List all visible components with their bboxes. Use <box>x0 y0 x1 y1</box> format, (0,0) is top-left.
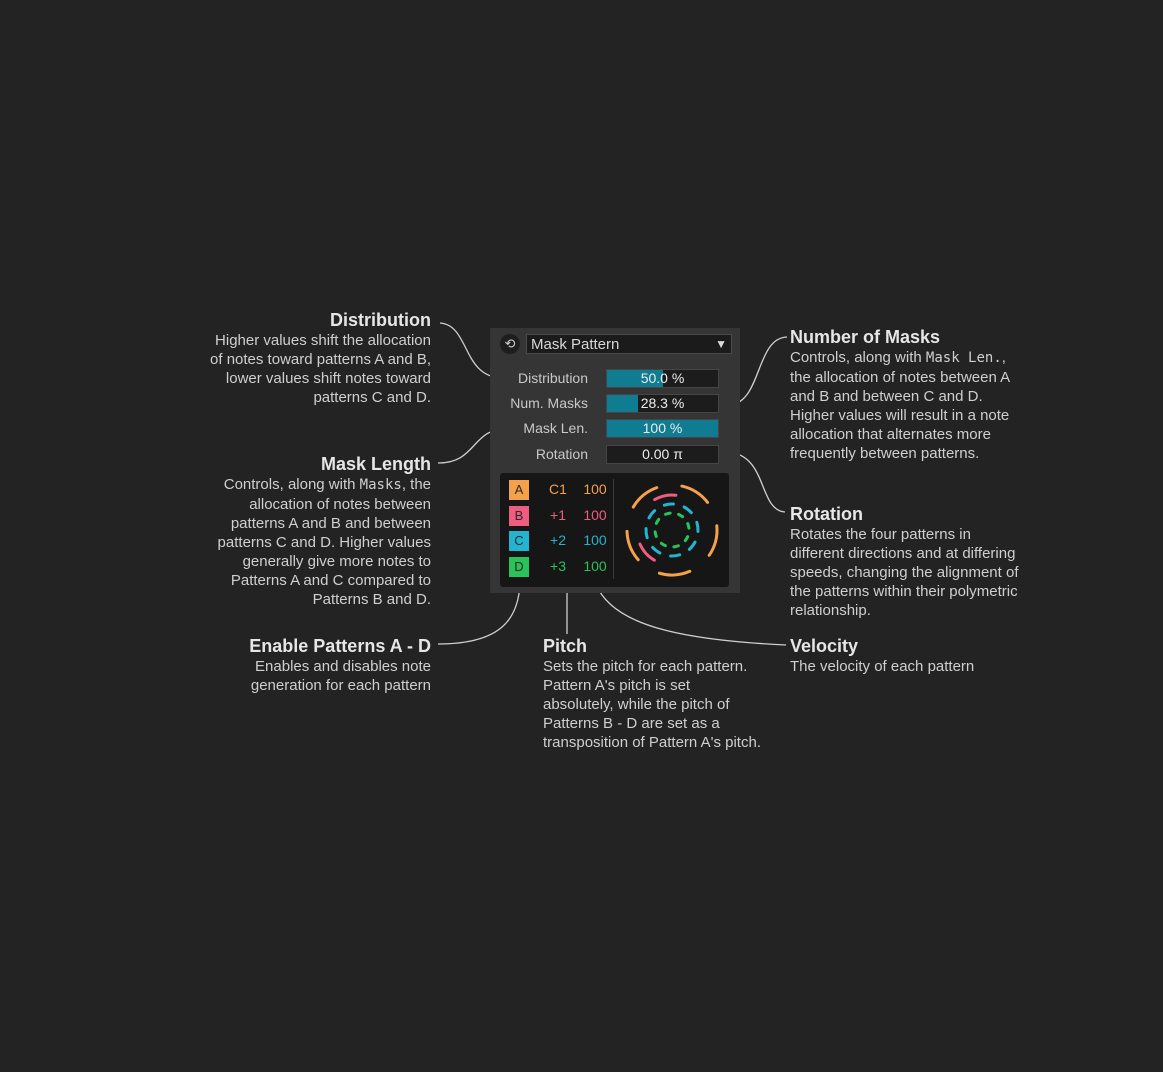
num-masks-slider[interactable] <box>606 394 719 413</box>
text-segment: Controls, along with <box>223 476 360 493</box>
rotation-slider[interactable] <box>606 445 719 464</box>
annotation-mask-length <box>200 453 431 609</box>
annotation-text: Higher values shift the allocation of notes toward patterns A and B, lower values shift notes toward patterns C and D. <box>210 332 431 406</box>
mask-len-slider[interactable] <box>606 419 719 438</box>
pattern-d-velocity[interactable]: 100 <box>583 558 607 574</box>
annotation-rotation <box>790 503 1020 620</box>
pattern-row-c <box>500 531 612 553</box>
pattern-b-velocity[interactable]: 100 <box>583 507 607 523</box>
ring-c-segment <box>664 504 673 505</box>
ring-c-segment <box>689 542 695 549</box>
ring-c-segment <box>697 522 698 531</box>
pattern-c-velocity[interactable]: 100 <box>583 532 607 548</box>
ring-a-segment <box>627 531 638 559</box>
ring-d-segment <box>685 537 687 541</box>
pattern-d-toggle[interactable]: D <box>509 557 529 577</box>
ring-d-segment <box>674 546 679 547</box>
annotation-title: Rotation <box>790 504 863 524</box>
ring-d-segment <box>661 543 665 545</box>
ring-c-segment <box>653 547 660 553</box>
preset-name: Mask Pattern <box>531 336 620 353</box>
ring-d-segment <box>666 513 671 514</box>
pattern-row-d <box>500 557 612 579</box>
ring-a-segment <box>682 486 708 502</box>
annotation-text: Sets the pitch for each pattern. Pattern A's pitch is set absolutely, while the pitch of Patterns B - D are set as a transposition of Pattern A's pitch. <box>543 658 761 751</box>
annotation-text: Rotates the four patterns in different directions and at differing speeds, changing the alignment of the patterns within their polymetric relationship. <box>790 526 1019 619</box>
param-label-num-masks: Num. Masks <box>510 395 588 411</box>
annotation-title: Pitch <box>543 636 588 656</box>
ring-a-segment <box>659 571 689 575</box>
text-segment: , the allocation of notes between A and B and between C and D. Higher values will result in a note allocation that alternates more frequently between patterns. <box>790 349 1010 462</box>
ring-d-segment <box>688 524 689 529</box>
annotation-number-of-masks <box>790 326 1015 463</box>
pattern-c-pitch[interactable]: +2 <box>550 532 566 548</box>
text-segment: , the allocation of notes between patterns A and B and between patterns C and D. Higher values generally give more notes to Patterns A and C compared to Patterns B and D. <box>217 476 431 608</box>
annotation-pitch <box>543 635 763 752</box>
annotation-text <box>200 475 431 609</box>
ring-b-segment <box>655 495 676 500</box>
slider-value: 28.3 % <box>640 395 685 411</box>
mask-pattern-device <box>490 328 740 593</box>
pattern-b-toggle[interactable]: B <box>509 506 529 526</box>
ring-d-segment <box>679 514 683 516</box>
annotation-text: The velocity of each pattern <box>790 658 975 675</box>
annotation-title: Number of Masks <box>790 327 941 347</box>
pattern-a-velocity[interactable]: 100 <box>583 481 607 497</box>
slider-value: 50.0 % <box>640 370 685 386</box>
code-segment: Mask Len. <box>925 350 1002 366</box>
annotation-text: Enables and disables note generation for each pattern <box>250 658 431 694</box>
annotation-title: Enable Patterns A - D <box>249 636 431 656</box>
preset-dropdown[interactable] <box>526 334 732 354</box>
annotation-title: Velocity <box>790 636 859 656</box>
param-label-rotation: Rotation <box>535 446 588 462</box>
ring-a-segment <box>633 488 657 507</box>
ring-d-segment <box>655 532 656 537</box>
annotation-title: Mask Length <box>320 454 431 474</box>
slider-value: 0.00 π <box>642 446 683 462</box>
pattern-a-toggle[interactable]: A <box>509 480 529 500</box>
annotation-title: Distribution <box>330 310 431 330</box>
pattern-a-pitch[interactable]: C1 <box>549 481 567 497</box>
param-label-mask-len: Mask Len. <box>523 420 588 436</box>
ring-c-segment <box>671 555 680 556</box>
text-segment: Controls, along with <box>790 349 926 366</box>
pattern-section <box>500 473 729 587</box>
slider-value: 100 % <box>642 420 683 436</box>
code-segment: Masks <box>359 477 402 493</box>
pattern-b-pitch[interactable]: +1 <box>550 507 566 523</box>
annotation-velocity <box>790 635 1020 676</box>
ring-c-segment <box>684 507 691 513</box>
pattern-ring-display <box>616 473 728 587</box>
ring-c-segment <box>649 511 655 518</box>
annotation-text <box>790 348 1015 463</box>
ring-c-segment <box>646 529 647 538</box>
reset-icon[interactable]: ⟲ <box>500 334 520 354</box>
pattern-d-pitch[interactable]: +3 <box>550 558 566 574</box>
ring-d-segment <box>656 519 658 523</box>
pattern-row-b <box>500 506 612 528</box>
distribution-slider[interactable] <box>606 369 719 388</box>
pattern-row-a <box>500 480 612 502</box>
divider <box>613 479 614 579</box>
dropdown-arrow-icon: ▼ <box>715 337 727 351</box>
annotation-enable-patterns <box>220 635 431 695</box>
annotation-distribution <box>200 309 431 407</box>
pattern-c-toggle[interactable]: C <box>509 531 529 551</box>
param-label-distribution: Distribution <box>517 370 588 386</box>
ring-a-segment <box>709 526 717 556</box>
